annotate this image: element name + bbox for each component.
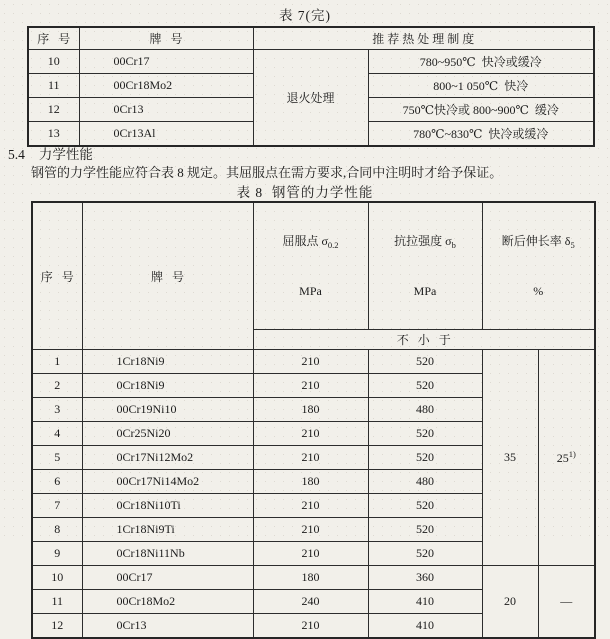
section-number: 5.4 [8, 147, 25, 162]
table7-col-grade: 牌 号 [79, 27, 253, 50]
elongation-a-cell: 35 [482, 350, 538, 566]
serial-cell: 3 [32, 398, 82, 422]
yield-cell: 240 [253, 590, 368, 614]
tensile-cell: 520 [368, 446, 482, 470]
tensile-cell: 520 [368, 374, 482, 398]
yield-cell: 210 [253, 374, 368, 398]
grade-cell: 00Cr17 [79, 50, 253, 74]
serial-cell: 13 [28, 122, 79, 147]
table8-row [32, 566, 595, 590]
table8-col-grade: 牌 号 [82, 202, 253, 350]
table7-header-row [28, 27, 594, 50]
serial-cell: 11 [32, 590, 82, 614]
table7-col-regime: 推 荐 热 处 理 制 度 [253, 27, 594, 50]
tensile-cell: 410 [368, 614, 482, 639]
serial-cell: 9 [32, 542, 82, 566]
serial-cell: 4 [32, 422, 82, 446]
serial-cell: 5 [32, 446, 82, 470]
grade-cell: 00Cr19Ni10 [82, 398, 253, 422]
grade-cell: 0Cr18Ni10Ti [82, 494, 253, 518]
yield-cell: 180 [253, 398, 368, 422]
grade-cell: 0Cr13 [82, 614, 253, 639]
grade-cell: 0Cr18Ni11Nb [82, 542, 253, 566]
grade-cell: 1Cr18Ni9Ti [82, 518, 253, 542]
tensile-cell: 360 [368, 566, 482, 590]
serial-cell: 10 [32, 566, 82, 590]
table8-header-row-1 [32, 202, 595, 330]
serial-cell: 7 [32, 494, 82, 518]
elongation-b-cell: — [538, 566, 595, 639]
table8-col-elongation: 断后伸长率 $\delta_5$ % [482, 202, 595, 330]
yield-cell: 180 [253, 470, 368, 494]
serial-cell: 12 [32, 614, 82, 639]
table8-col-tensile: 抗拉强度 $\sigma_b$ MPa [368, 202, 482, 330]
table8-title: 表 8 钢管的力学性能 [236, 185, 374, 200]
elongation-a-cell: 20 [482, 566, 538, 639]
regime-cell: 780~950℃ 快冷或缓冷 [368, 50, 594, 74]
tensile-cell: 480 [368, 470, 482, 494]
serial-cell: 8 [32, 518, 82, 542]
regime-cell: 750℃快冷或 800~900℃ 缓冷 [368, 98, 594, 122]
regime-cell: 780℃~830℃ 快冷或缓冷 [368, 122, 594, 147]
table7-col-serial: 序 号 [28, 27, 79, 50]
tensile-cell: 520 [368, 542, 482, 566]
serial-cell: 1 [32, 350, 82, 374]
section-heading [8, 143, 93, 163]
table7-row [28, 50, 594, 74]
grade-cell: 00Cr17Ni14Mo2 [82, 470, 253, 494]
grade-cell: 0Cr18Ni9 [82, 374, 253, 398]
table7-heat-treatment [27, 26, 595, 147]
yield-cell: 210 [253, 422, 368, 446]
table8-col-serial: 序 号 [32, 202, 82, 350]
yield-cell: 210 [253, 614, 368, 639]
yield-cell: 210 [253, 446, 368, 470]
grade-cell: 0Cr25Ni20 [82, 422, 253, 446]
yield-cell: 180 [253, 566, 368, 590]
section-title: 力学性能 [38, 147, 93, 162]
table8-col-yield: 屈服点 $\sigma_{0.2}$ MPa [253, 202, 368, 330]
grade-cell: 0Cr13Al [79, 122, 253, 147]
table8-mechanical-properties [31, 201, 596, 639]
annealing-cell: 退火处理 [253, 50, 368, 147]
tensile-cell: 410 [368, 590, 482, 614]
grade-cell: 0Cr13 [79, 98, 253, 122]
section-paragraph: 钢管的力学性能应符合表 8 规定。其屈服点在需方要求,合同中注明时才给予保证。 [31, 165, 503, 180]
not-less-than-cell: 不 小 于 [253, 330, 595, 350]
serial-cell: 2 [32, 374, 82, 398]
serial-cell: 10 [28, 50, 79, 74]
serial-cell: 11 [28, 74, 79, 98]
tensile-cell: 520 [368, 422, 482, 446]
yield-cell: 210 [253, 518, 368, 542]
yield-cell: 210 [253, 350, 368, 374]
regime-cell: 800~1 050℃ 快冷 [368, 74, 594, 98]
tensile-cell: 520 [368, 350, 482, 374]
table8-row [32, 350, 595, 374]
grade-cell: 00Cr17 [82, 566, 253, 590]
grade-cell: 0Cr17Ni12Mo2 [82, 446, 253, 470]
elongation-b-cell: 25$^{1)}$ [538, 350, 595, 566]
grade-cell: 00Cr18Mo2 [82, 590, 253, 614]
yield-cell: 210 [253, 542, 368, 566]
grade-cell: 00Cr18Mo2 [79, 74, 253, 98]
footnote-marker: 1) [568, 449, 576, 459]
table7-title: 表 7(完) [278, 8, 332, 23]
grade-cell: 1Cr18Ni9 [82, 350, 253, 374]
tensile-cell: 520 [368, 494, 482, 518]
serial-cell: 6 [32, 470, 82, 494]
serial-cell: 12 [28, 98, 79, 122]
tensile-cell: 520 [368, 518, 482, 542]
yield-cell: 210 [253, 494, 368, 518]
tensile-cell: 480 [368, 398, 482, 422]
